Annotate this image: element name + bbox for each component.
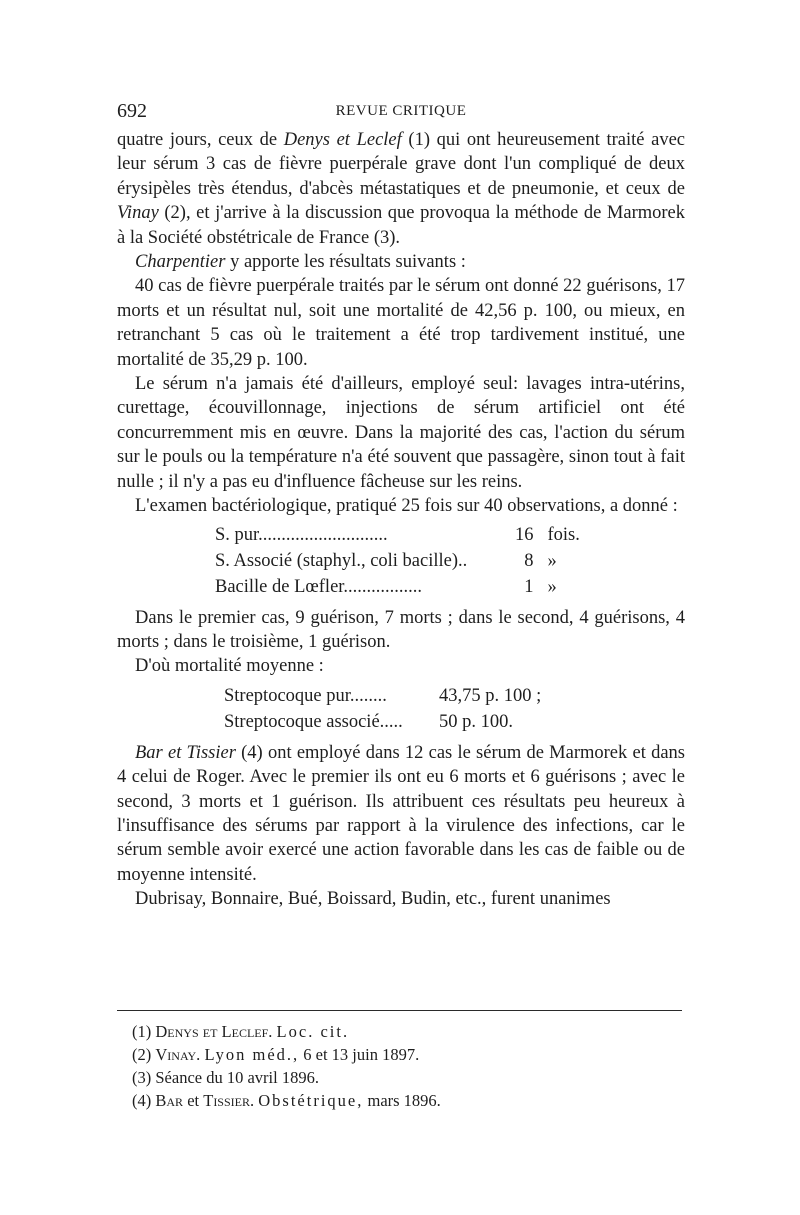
paragraph-cases: Dans le premier cas, 9 guérison, 7 morts ; dans le second, 4 guérisons, 4 morts ; dans le troisième, 1 guérison. bbox=[117, 607, 685, 652]
paragraph-bar-tissier: Bar et Tissier (4) ont employé dans 12 cas le sérum de Marmorek et dans 4 celui de Roger. Avec le premier ils ont eu 6 morts et 6 guérisons ; avec le second, 3 morts et 1 guérison. Ils attribuent ces résultats peu heureux à l'insuffisance des sérums par rapport à la virulence des infections, car le sérum semble avoir exercé une action favorable dans les cas de faible ou de moyenne intensité. bbox=[117, 742, 685, 885]
table-row: Bacille de Lœfler................. 1 » bbox=[215, 576, 557, 597]
footnote-divider bbox=[117, 1010, 682, 1011]
paragraph-serum: Le sérum n'a jamais été d'ailleurs, employé seul: lavages intra-utérins, curettage, écouvillonnage, injections de sérum artificiel ont été concurremment mis en œuvre. Dans la majorité des cas, l'action du sérum sur le pouls ou la température n'a été souvent que passagère, sinon tout à fait nulle ; il n'y a pas eu d'influence fâcheuse sur les reins. bbox=[117, 374, 685, 492]
paragraph-1: quatre jours, ceux de Denys et Leclef (1) qui ont heureusement traité avec leur sérum 3 cas de fièvre puerpérale grave dont l'un compliqué de deux érysipèles très étendus, d'abcès métastatiques et de pneumonie, et ceux de Vinay (2), et j'arrive à la discussion que provoqua la méthode de Marmorek à la Société obstétricale de France (3). bbox=[117, 130, 685, 248]
footnote-1: (1) Denys et Leclef. Loc. cit. bbox=[132, 1022, 350, 1041]
page-number: 692 bbox=[117, 100, 147, 122]
paragraph-unanimous: Dubrisay, Bonnaire, Bué, Boissard, Budin, etc., furent unanimes bbox=[135, 889, 611, 910]
running-header bbox=[117, 100, 685, 124]
paragraph-mortality-intro: D'où mortalité moyenne : bbox=[135, 656, 324, 677]
table-row: Streptocoque pur........ 43,75 p. 100 ; bbox=[224, 685, 542, 706]
bacteria-table bbox=[215, 522, 615, 600]
footnotes bbox=[132, 1020, 441, 1112]
footnote-4: (4) Bar et Tissier. Obstétrique, mars 1896. bbox=[132, 1091, 441, 1110]
mortality-table bbox=[224, 683, 644, 735]
table-row: S. Associé (staphyl., coli bacille).. 8 » bbox=[215, 550, 557, 571]
footnote-2: (2) Vinay. Lyon méd., 6 et 13 juin 1897. bbox=[132, 1045, 420, 1064]
paragraph-charpentier: Charpentier y apporte les résultats suivants : bbox=[135, 252, 466, 273]
table-row: Streptocoque associé..... 50 p. 100. bbox=[224, 711, 513, 732]
footnote-3: (3) Séance du 10 avril 1896. bbox=[132, 1068, 319, 1087]
paragraph-bacteriology: L'examen bactériologique, pratiqué 25 fois sur 40 observations, a donné : bbox=[135, 496, 678, 517]
paragraph-results: 40 cas de fièvre puerpérale traités par le sérum ont donné 22 guérisons, 17 morts et un résultat nul, soit une mortalité de 42,56 p. 100, ou mieux, en retranchant 5 cas où le traitement a été trop tardivement institué, une mortalité de 35,29 p. 100. bbox=[117, 276, 685, 370]
table-row: S. pur............................ 16 fois. bbox=[215, 524, 580, 545]
journal-title: REVUE CRITIQUE bbox=[335, 103, 467, 119]
main-text bbox=[117, 128, 685, 912]
